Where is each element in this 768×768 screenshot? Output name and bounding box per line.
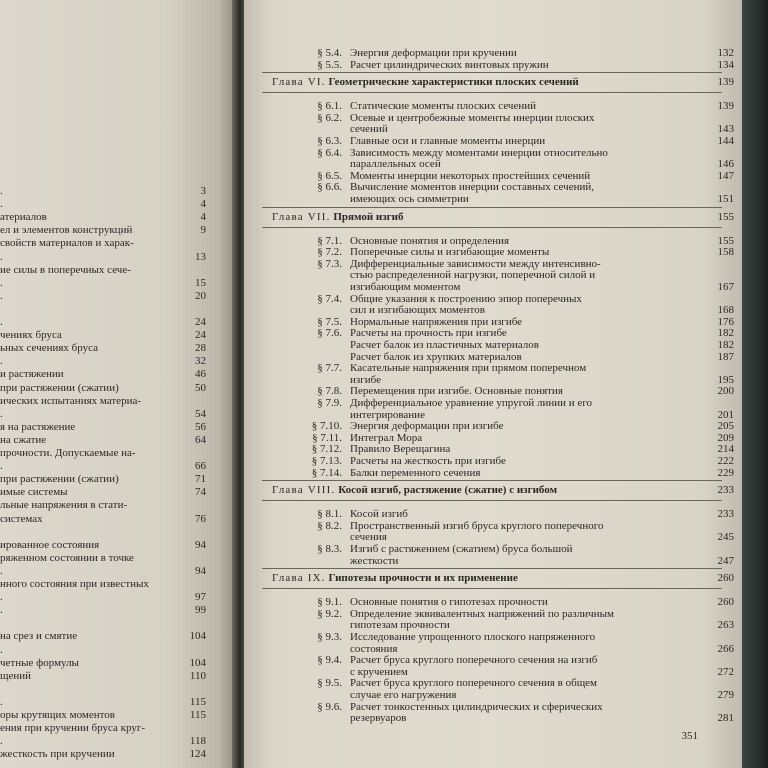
section-title: Касательные напряжения при прямом поперечном xyxy=(350,363,587,375)
section-title: интегрирование xyxy=(350,409,425,421)
left-page-line: . xyxy=(0,643,3,656)
chapter-heading xyxy=(272,212,404,223)
left-page-number: 97 xyxy=(195,591,206,604)
left-page-number: 15 xyxy=(195,276,206,289)
section-number: § 7.10. xyxy=(311,420,342,433)
section-title: Исследование упрощенного плоского напряженного xyxy=(350,632,596,643)
section-number: § 7.12. xyxy=(311,443,342,456)
section-title: Изгиб с растяжением (сжатием) бруса большой xyxy=(350,544,573,555)
section-page: 245 xyxy=(717,531,734,544)
section-page: 209 xyxy=(717,431,734,444)
section-page: 263 xyxy=(717,619,734,632)
left-page-line: системах xyxy=(0,512,43,525)
chapter-rule xyxy=(262,588,722,589)
left-page-number: 24 xyxy=(195,329,206,342)
section-title: Главные оси и главные моменты инерции xyxy=(350,136,546,147)
left-page-number: 99 xyxy=(195,604,206,617)
section-title: Статические моменты плоских сечений xyxy=(350,101,537,113)
section-number: § 7.4. xyxy=(317,292,342,305)
section-title: случае его нагружения xyxy=(350,690,457,701)
left-page xyxy=(0,0,237,768)
chapter-rule xyxy=(262,207,722,208)
chapter-heading xyxy=(272,77,579,88)
section-page: 205 xyxy=(717,420,734,433)
section-page: 195 xyxy=(717,373,734,386)
left-page-line: свойств материалов и харак- xyxy=(0,237,134,250)
left-page-number: 24 xyxy=(195,316,206,328)
chapter-rule xyxy=(262,227,722,228)
section-title: жесткости xyxy=(350,555,399,567)
section-title: резервуаров xyxy=(350,713,407,725)
chapter-title: Прямой изгиб xyxy=(333,210,404,223)
left-page-line: . xyxy=(0,289,3,302)
left-page-line: . xyxy=(0,185,3,197)
left-page-number: 118 xyxy=(189,735,206,748)
section-page: 147 xyxy=(717,169,734,182)
left-page-line: льные напряжения в стати- xyxy=(0,499,128,512)
section-title: состояния xyxy=(350,643,398,655)
section-title: Основные понятия и определения xyxy=(350,235,510,247)
left-page-line: на сжатие xyxy=(0,433,47,446)
left-page-line: и растяжении xyxy=(0,368,64,381)
section-number: § 8.3. xyxy=(317,543,342,555)
left-page-line: . xyxy=(0,564,3,577)
section-number: § 6.1. xyxy=(317,100,342,113)
section-title: Расчеты на прочность при изгибе xyxy=(350,328,507,340)
section-page: 139 xyxy=(717,100,734,113)
section-title: имеющих ось симметрии xyxy=(350,194,469,205)
chapter-title: Косой изгиб, растяжение (сжатие) с изгибом xyxy=(338,484,558,497)
section-title: Расчет балок из пластичных материалов xyxy=(350,340,539,351)
chapter-page: 155 xyxy=(717,210,734,223)
chapter-label: Глава VI. xyxy=(272,76,326,89)
section-number: § 8.2. xyxy=(317,519,342,532)
left-page-line: ьных сечениях бруса xyxy=(0,342,99,355)
left-page-number: 104 xyxy=(189,630,206,643)
section-number: § 7.9. xyxy=(317,397,342,409)
section-number: § 7.14. xyxy=(311,466,342,479)
section-title: Зависимость между моментами инерции относительно xyxy=(350,147,608,159)
left-page-number: 104 xyxy=(189,656,206,669)
left-page-line: щений xyxy=(0,669,32,682)
left-page-number: 71 xyxy=(195,473,206,486)
section-title: Вычисление моментов инерции составных сечений, xyxy=(350,182,594,194)
chapter-heading xyxy=(272,573,518,584)
section-title: Расчет цилиндрических винтовых пружин xyxy=(350,59,549,71)
section-page: 182 xyxy=(717,339,734,351)
section-number: § 7.1. xyxy=(317,234,342,247)
section-page: 158 xyxy=(717,246,734,259)
left-page-number: 115 xyxy=(189,695,206,708)
left-page-line: . xyxy=(0,198,3,211)
chapter-rule xyxy=(262,72,722,73)
left-page-line: . xyxy=(0,460,3,473)
section-page: 143 xyxy=(717,123,734,136)
left-page-line: . xyxy=(0,407,3,420)
section-page: 187 xyxy=(717,350,734,363)
section-title: сечений xyxy=(350,124,388,136)
section-page: 168 xyxy=(717,304,734,317)
left-page-line: ических испытаниях материа- xyxy=(0,394,141,407)
section-title: Пространственный изгиб бруса круглого поперечного xyxy=(350,520,604,532)
chapter-label: Глава VII. xyxy=(272,210,331,223)
section-title: Балки переменного сечения xyxy=(350,467,481,479)
left-page-number: 28 xyxy=(195,342,206,355)
left-page-line: четные формулы xyxy=(0,656,79,669)
right-page xyxy=(244,0,742,768)
section-number: § 9.3. xyxy=(317,631,342,643)
section-page: 279 xyxy=(717,689,734,701)
section-number: § 9.2. xyxy=(317,607,342,620)
left-page-number: 124 xyxy=(189,748,206,761)
section-number: § 9.5. xyxy=(317,677,342,690)
section-number: § 7.7. xyxy=(317,362,342,375)
left-page-line: . xyxy=(0,591,3,604)
left-page-number: 76 xyxy=(195,512,206,525)
section-page: 222 xyxy=(717,455,734,467)
section-number: § 7.5. xyxy=(317,315,342,328)
section-number: § 7.6. xyxy=(317,327,342,340)
section-page: 176 xyxy=(717,315,734,328)
section-number: § 6.5. xyxy=(317,169,342,182)
section-title: Расчет бруса круглого поперечного сечения на изгиб xyxy=(350,655,598,667)
section-page: 214 xyxy=(717,443,734,456)
section-title: Дифференциальные зависимости между интенсивно- xyxy=(350,258,601,270)
left-page-line: атериалов xyxy=(0,211,47,224)
chapter-rule xyxy=(262,568,722,569)
section-number: § 6.3. xyxy=(317,135,342,147)
section-page: 144 xyxy=(717,135,734,147)
section-title: сечения xyxy=(350,532,387,544)
section-number: § 7.2. xyxy=(317,246,342,259)
left-page-line: ения при кручении бруса круг- xyxy=(0,722,145,735)
left-page-number: 46 xyxy=(195,368,206,381)
section-number: § 5.5. xyxy=(317,58,342,71)
section-title: с кручением xyxy=(350,666,408,678)
section-title: Нормальные напряжения при изгибе xyxy=(350,316,523,328)
left-page-line: на срез и смятие xyxy=(0,630,78,643)
section-title: изгибе xyxy=(350,374,381,386)
section-title: Общие указания к построению эпюр поперечных xyxy=(350,293,582,305)
left-page-number: 4 xyxy=(200,198,206,211)
chapter-heading xyxy=(272,485,557,496)
section-number: § 9.1. xyxy=(317,596,342,609)
left-page-number: 74 xyxy=(195,486,206,499)
book-cover-edge xyxy=(742,0,768,768)
left-page-number: 66 xyxy=(195,460,206,473)
section-number: § 7.8. xyxy=(317,385,342,398)
section-page: 272 xyxy=(717,665,734,678)
section-title: Расчет тонкостенных цилиндрических и сферических xyxy=(350,701,603,713)
left-page-line: ряженном состоянии в точке xyxy=(0,551,134,564)
section-title: Основные понятия о гипотезах прочности xyxy=(350,597,548,609)
section-page: 146 xyxy=(717,158,734,171)
section-title: сил и изгибающих моментов xyxy=(350,305,485,317)
section-page: 200 xyxy=(717,385,734,398)
left-page-line: чениях бруса xyxy=(0,329,62,342)
left-page-number: 94 xyxy=(195,564,206,577)
left-page-number: 94 xyxy=(195,538,206,551)
left-page-line: . xyxy=(0,695,3,708)
section-number: § 6.2. xyxy=(317,111,342,124)
left-page-line: нного состояния при известных xyxy=(0,578,149,590)
left-page-line: я на растяжение xyxy=(0,420,76,433)
section-title: Определение эквивалентных напряжений по различным xyxy=(350,608,614,620)
section-title: Расчет балок из хрупких материалов xyxy=(350,351,522,363)
left-page-number: 50 xyxy=(195,381,206,394)
section-title: Косой изгиб xyxy=(350,509,408,521)
left-page-line: . xyxy=(0,735,3,748)
section-title: гипотезам прочности xyxy=(350,620,450,632)
left-page-number: 110 xyxy=(189,669,206,682)
section-title: Перемещения при изгибе. Основные понятия xyxy=(350,386,563,398)
section-number: § 8.1. xyxy=(317,508,342,521)
chapter-page: 139 xyxy=(717,76,734,89)
left-page-line: ированное состояния xyxy=(0,538,100,551)
left-page-line: . xyxy=(0,355,3,368)
section-number: § 7.13. xyxy=(311,455,342,467)
section-title: параллельных осей xyxy=(350,159,441,171)
left-page-number: 64 xyxy=(195,433,206,446)
section-number: § 9.6. xyxy=(317,700,342,713)
section-page: 167 xyxy=(717,281,734,293)
section-title: Энергия деформации при кручении xyxy=(350,48,517,59)
section-page: 155 xyxy=(717,234,734,247)
section-page: 182 xyxy=(717,327,734,340)
left-page-number: 20 xyxy=(195,289,206,302)
section-number: § 6.6. xyxy=(317,181,342,194)
left-page-line: имые системы xyxy=(0,486,68,499)
left-page-number: 54 xyxy=(195,407,206,420)
left-page-line: . xyxy=(0,250,3,263)
section-page: 132 xyxy=(717,47,734,59)
chapter-page: 233 xyxy=(717,484,734,497)
left-page-number: 4 xyxy=(200,211,206,224)
left-page-line: ие силы в поперечных сече- xyxy=(0,263,131,276)
section-title: Расчеты на жесткость при изгибе xyxy=(350,456,506,467)
left-page-line: при растяжении (сжатии) xyxy=(0,473,119,486)
section-title: Интеграл Мора xyxy=(350,432,423,444)
left-page-number: 32 xyxy=(195,355,206,368)
chapter-title: Гипотезы прочности и их применение xyxy=(328,572,518,585)
section-title: Моменты инерции некоторых простейших сечений xyxy=(350,170,591,182)
section-page: 247 xyxy=(717,554,734,567)
section-number: § 5.4. xyxy=(317,47,342,59)
section-number: § 6.4. xyxy=(317,146,342,159)
left-page-line: . xyxy=(0,604,3,617)
section-title: Дифференциальное уравнение упругой линии и его xyxy=(350,398,593,409)
chapter-rule xyxy=(262,92,722,93)
left-page-line: ел и элементов конструкций xyxy=(0,224,133,237)
chapter-page: 260 xyxy=(717,572,734,585)
section-page: 134 xyxy=(717,58,734,71)
left-page-number: 13 xyxy=(195,250,206,263)
section-page: 233 xyxy=(717,508,734,521)
chapter-label: Глава VIII. xyxy=(272,484,336,497)
left-page-line: жесткость при кручении xyxy=(0,748,115,761)
chapter-label: Глава IX. xyxy=(272,572,326,585)
section-number: § 7.3. xyxy=(317,257,342,270)
section-page: 260 xyxy=(717,596,734,609)
left-page-number: 9 xyxy=(200,224,206,237)
section-number: § 9.4. xyxy=(317,654,342,667)
section-number: § 7.11. xyxy=(312,431,342,444)
left-page-line: . xyxy=(0,276,3,289)
left-page-number: 56 xyxy=(195,420,206,433)
section-title: Поперечные силы и изгибающие моменты xyxy=(350,247,550,259)
section-title: Осевые и центробежные моменты инерции плоских xyxy=(350,112,595,124)
chapter-title: Геометрические характеристики плоских сечений xyxy=(328,76,579,89)
chapter-rule xyxy=(262,500,722,501)
left-page-line: оры крутящих моментов xyxy=(0,709,116,721)
section-page: 201 xyxy=(717,408,734,421)
section-page: 266 xyxy=(717,642,734,655)
section-title: Энергия деформации при изгибе xyxy=(350,421,504,433)
section-title: Расчет бруса круглого поперечного сечения в общем xyxy=(350,678,598,690)
section-title: стью распределенной нагрузки, поперечной силой и xyxy=(350,270,596,282)
left-page-line: при растяжении (сжатии) xyxy=(0,381,119,394)
page-number: 351 xyxy=(681,730,698,742)
left-page-number: 3 xyxy=(200,185,206,197)
left-page-line: прочности. Допускаемые на- xyxy=(0,447,136,459)
left-page-number: 115 xyxy=(189,709,206,721)
section-title: Правило Верещагина xyxy=(350,444,451,456)
section-page: 281 xyxy=(717,712,734,725)
section-title: изгибающим моментом xyxy=(350,282,461,293)
left-page-line: . xyxy=(0,316,3,328)
section-page: 151 xyxy=(717,193,734,205)
section-page: 229 xyxy=(717,466,734,479)
chapter-rule xyxy=(262,480,722,481)
